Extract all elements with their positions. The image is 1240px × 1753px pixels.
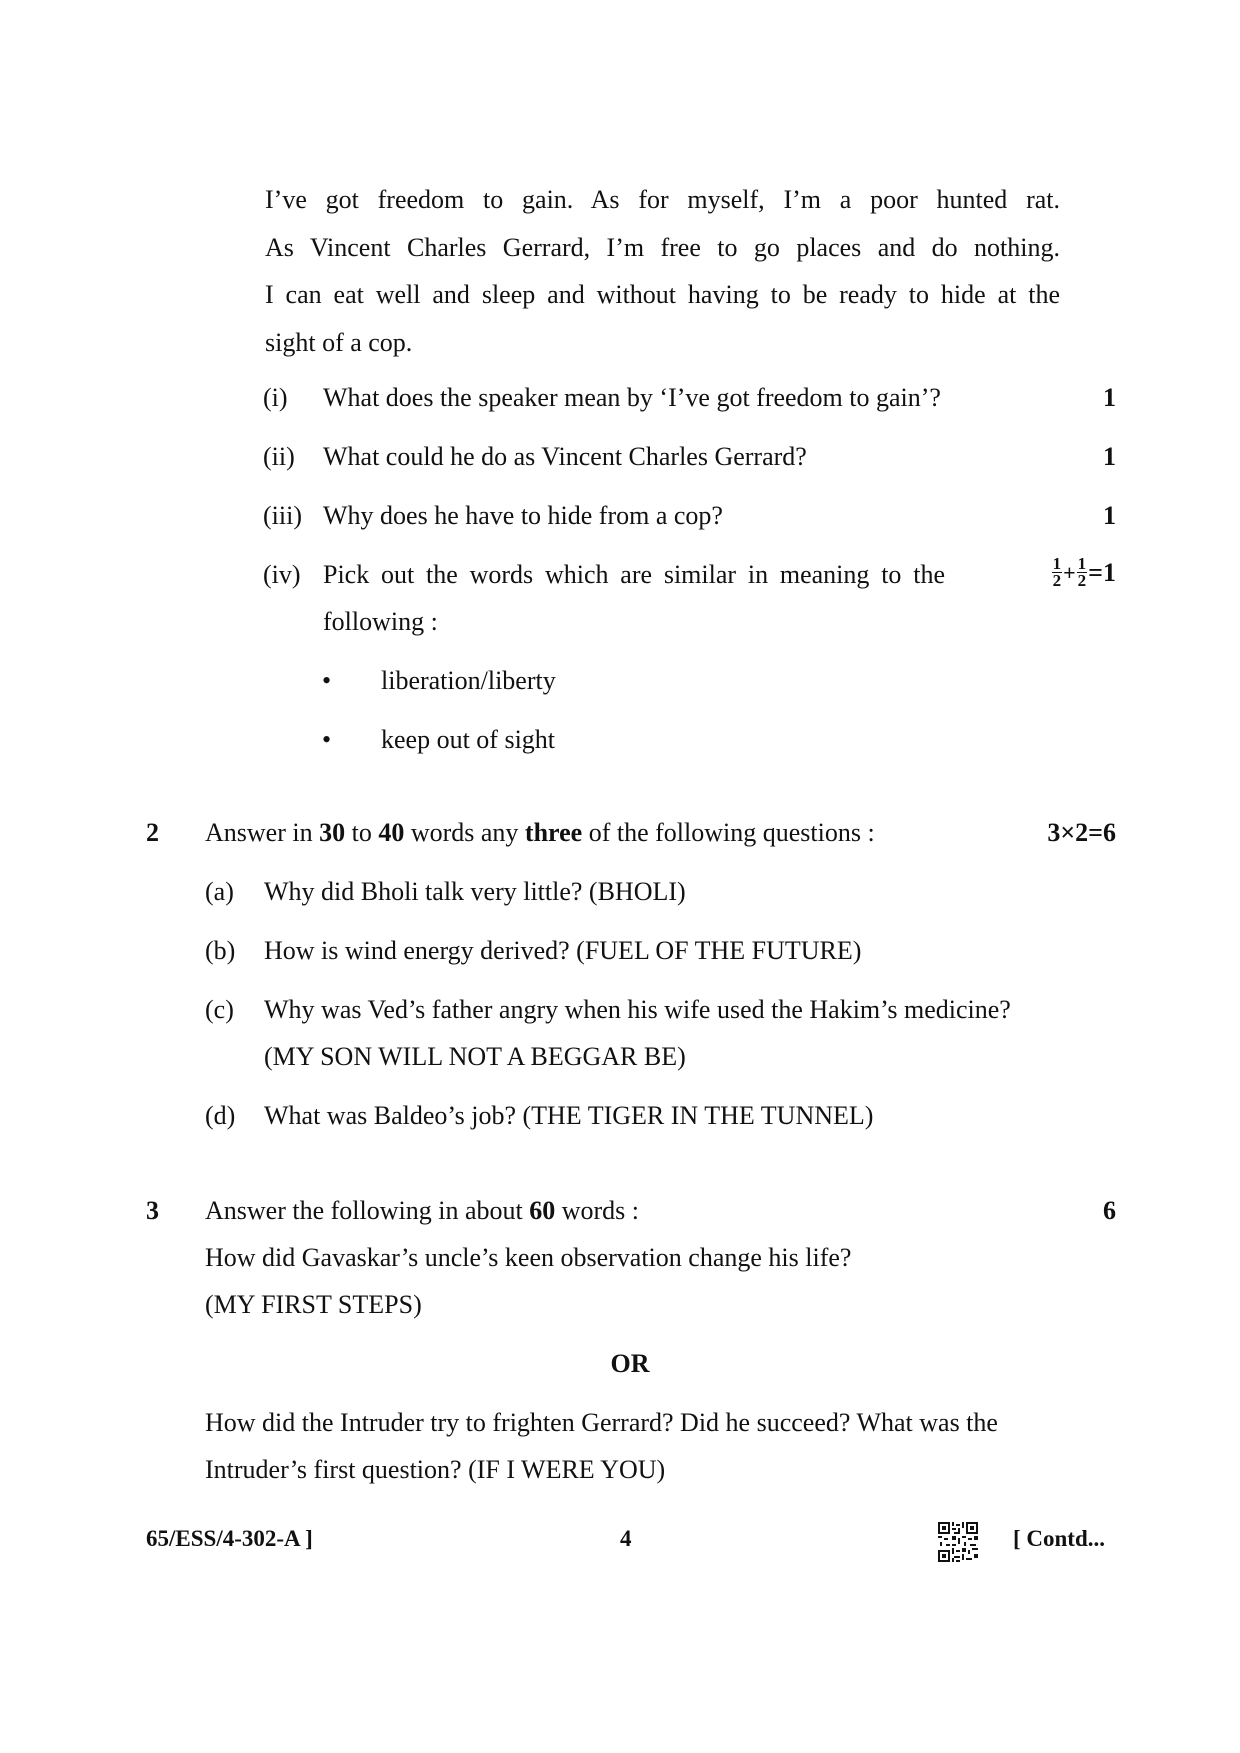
q1-item-text: What does the speaker mean by ‘I’ve got freedom to gain’? <box>323 383 941 412</box>
passage-line: I’ve got freedom to gain. As for myself, I’m a poor hunted rat. <box>265 185 1060 214</box>
q1-item-num: (ii) <box>263 442 295 471</box>
q2-item-text-cont: (MY SON WILL NOT A BEGGAR BE) <box>264 1042 686 1071</box>
q2-item-text: Why was Ved’s father angry when his wife used the Hakim’s medicine? <box>264 995 1011 1024</box>
question-intro: Answer the following in about 60 words : <box>205 1196 640 1225</box>
question-number: 3 <box>146 1196 159 1225</box>
q2-item-text: What was Baldeo’s job? (THE TIGER IN THE TUNNEL) <box>264 1101 874 1130</box>
question-intro: Answer in 30 to 40 words any three of the following questions : <box>205 818 875 847</box>
bullet-item: keep out of sight <box>381 725 556 754</box>
q1-item-text: Pick out the words which are similar in meaning to the <box>323 560 945 589</box>
passage-line: sight of a cop. <box>265 327 413 357</box>
half-fraction: $\frac{1}{2}$ <box>1077 554 1087 590</box>
continued-label: [ Contd... <box>1013 1526 1106 1551</box>
bullet-icon: • <box>322 666 332 695</box>
q1-item-num: (i) <box>263 383 288 412</box>
q1-item-num: (iii) <box>263 501 302 530</box>
q2-item-num: (a) <box>205 877 234 906</box>
question-marks: 3×2=6 <box>1047 818 1116 847</box>
q1-item-text-cont: following : <box>323 607 438 636</box>
q3-alt-question: How did the Intruder try to frighten Gerrard? Did he succeed? What was the <box>205 1408 998 1437</box>
q1-item-text: What could he do as Vincent Charles Gerrard? <box>323 442 807 471</box>
q2-item-num: (c) <box>205 995 234 1024</box>
or-label: OR <box>610 1349 650 1378</box>
paper-code: 65/ESS/4-302-A ] <box>146 1526 313 1551</box>
q2-item-text: Why did Bholi talk very little? (BHOLI) <box>264 877 686 906</box>
q1-item-marks: 1 <box>1103 442 1116 471</box>
q3-alt-question-cont: Intruder’s first question? (IF I WERE YOU) <box>205 1455 666 1484</box>
passage-line: I can eat well and sleep and without having to be ready to hide at the <box>265 280 1060 309</box>
q3-question: How did Gavaskar’s uncle’s keen observation change his life? <box>205 1243 852 1272</box>
q1-item-num: (iv) <box>263 560 301 589</box>
question-marks: 6 <box>1103 1196 1116 1225</box>
q1-item-marks: 1 <box>1103 501 1116 530</box>
question-number: 2 <box>146 818 159 847</box>
q3-question-source: (MY FIRST STEPS) <box>205 1290 422 1319</box>
q1-item-text: Why does he have to hide from a cop? <box>323 501 723 530</box>
qr-code-icon <box>938 1522 978 1562</box>
page-number: 4 <box>620 1526 632 1551</box>
q1-item-marks-fraction: $\frac{1}{2}$ + $\frac{1}{2}$ =1 <box>1052 554 1116 590</box>
q2-item-num: (b) <box>205 936 236 965</box>
q2-item-text: How is wind energy derived? (FUEL OF THE FUTURE) <box>264 936 862 965</box>
bullet-icon: • <box>322 725 332 754</box>
passage <box>265 176 1060 366</box>
bullet-item: liberation/liberty <box>381 666 556 695</box>
half-fraction: $\frac{1}{2}$ <box>1052 554 1062 590</box>
q2-item-num: (d) <box>205 1101 236 1130</box>
passage-line: As Vincent Charles Gerrard, I’m free to go places and do nothing. <box>265 232 1060 262</box>
q1-item-marks: 1 <box>1103 383 1116 412</box>
